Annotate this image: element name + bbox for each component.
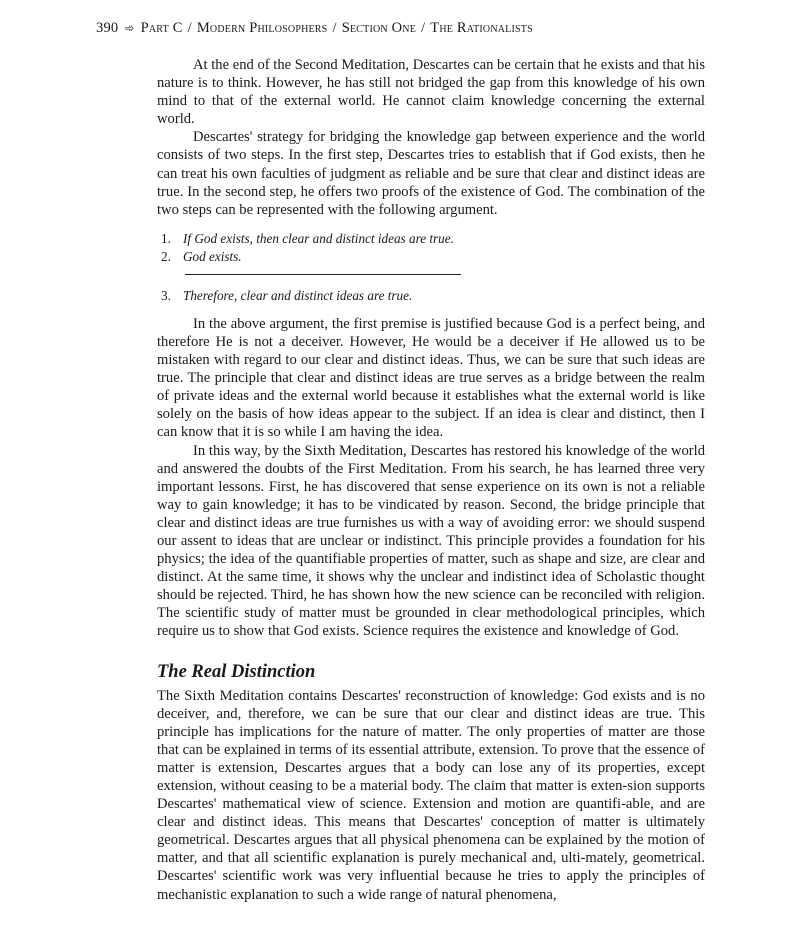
section-heading: The Real Distinction [157,661,316,682]
body-paragraph: Descartes' strategy for bridging the knowledge gap between experience and the world consists of two steps. In the first step, Descartes tries to establish that if God exists, then he can treat his own faculties of judgment as reliable and be sure that clear and distinct ideas are true. In the second step, he offers two proofs of the existence of God. The combination of the two steps can be represented with the following argument. [157,129,705,218]
header-separator: / [421,20,426,36]
header-separator: / [332,20,337,36]
premise-number: 2. [161,248,171,264]
arrow-icon: ➾ [124,21,135,35]
body-paragraph: At the end of the Second Meditation, Descartes can be certain that he exists and that his nature is to think. However, he has still not bridged the gap from this knowledge of his own mind to that of the external world. He cannot claim knowledge concerning the external world. [157,57,705,128]
argument-premise-1 [161,230,705,248]
header-book-section: Modern Philosophers [196,20,328,36]
argument-premise-2 [161,248,705,266]
header-part: Part C [140,20,183,36]
body-paragraph: In this way, by the Sixth Meditation, Descartes has restored his knowledge of the world and answered the doubts of the First Meditation. From his search, he has learned three very important lessons. First, he has discovered that sense experience on its own is not a reliable way to gain knowledge; it has to be vindicated by reason. Second, the bridge principle that clear and distinct ideas are true furnishes us with a way of avoiding error: we should suspend our assent to ideas that are unclear or indistinct. This principle provides a foundation for his physics; the idea of the quantifiable properties of matter, such as shape and size, are clear and distinct. At the same time, it shows why the unclear and indistinct idea of Scholastic thought should be rejected. Third, he has shown how the new science can be reconciled with religion. The scientific study of matter must be grounded in clear methodological principles, which require us to show that God exists. Science requires the existence and knowledge of God. [157,442,705,640]
body-paragraph: In the above argument, the first premise is justified because God is a perfect being, and therefore He is not a deceiver. However, He would be a deceiver if He allowed us to be mistaken with regard to our clear and distinct ideas. Thus, we can be sure that such ideas are true. The principle that clear and distinct ideas are true serves as a bridge between the realm of private ideas and the external world because it establishes what the external world is like solely on the basis of how ideas appear to the subject. If an idea is clear and distinct, then I can know that it is so while I am having the idea. [157,315,705,441]
header-subsection: The Rationalists [430,20,533,36]
body-paragraph: The Sixth Meditation contains Descartes' reconstruction of knowledge: God exists and is no deceiver, and, therefore, we can be sure that our clear and distinct ideas are true. This principle has implications for the nature of matter. The only properties of matter are those that can be explained in terms of its essential attribute, extension. To prove that the essence of matter is extension, Descartes argues that a body can lose any of its properties, except extension, without ceasing to be a material body. The claim that matter is exten-sion supports Descartes' mathematical view of science. Extension and motion are quantifi-able, and are clear and distinct ideas. This means that Descartes' conception of matter is ultimately geometrical. Descartes argues that all physical phenomena can be explained by the motion of matter, and that all scientific explanation is purely mechanical and, ulti-mately, geometrical. Descartes' scientific work was very influential because he tries to apply the principles of mechanistic explanation to such a wide range of natural phenomena, [157,687,705,903]
conclusion-number: 3. [161,287,171,303]
page-body [157,56,705,904]
running-head [96,20,716,37]
argument-conclusion [161,287,705,305]
conclusion-rule [185,274,461,275]
page-number: 390 [96,20,119,36]
conclusion-text: Therefore, clear and distinct ideas are true. [183,287,413,303]
premise-text: If God exists, then clear and distinct ideas are true. [183,230,454,246]
header-section: Section One [341,20,417,36]
premise-text: God exists. [183,248,242,264]
argument-block [161,230,705,305]
header-separator: / [187,20,192,36]
premise-number: 1. [161,230,171,246]
